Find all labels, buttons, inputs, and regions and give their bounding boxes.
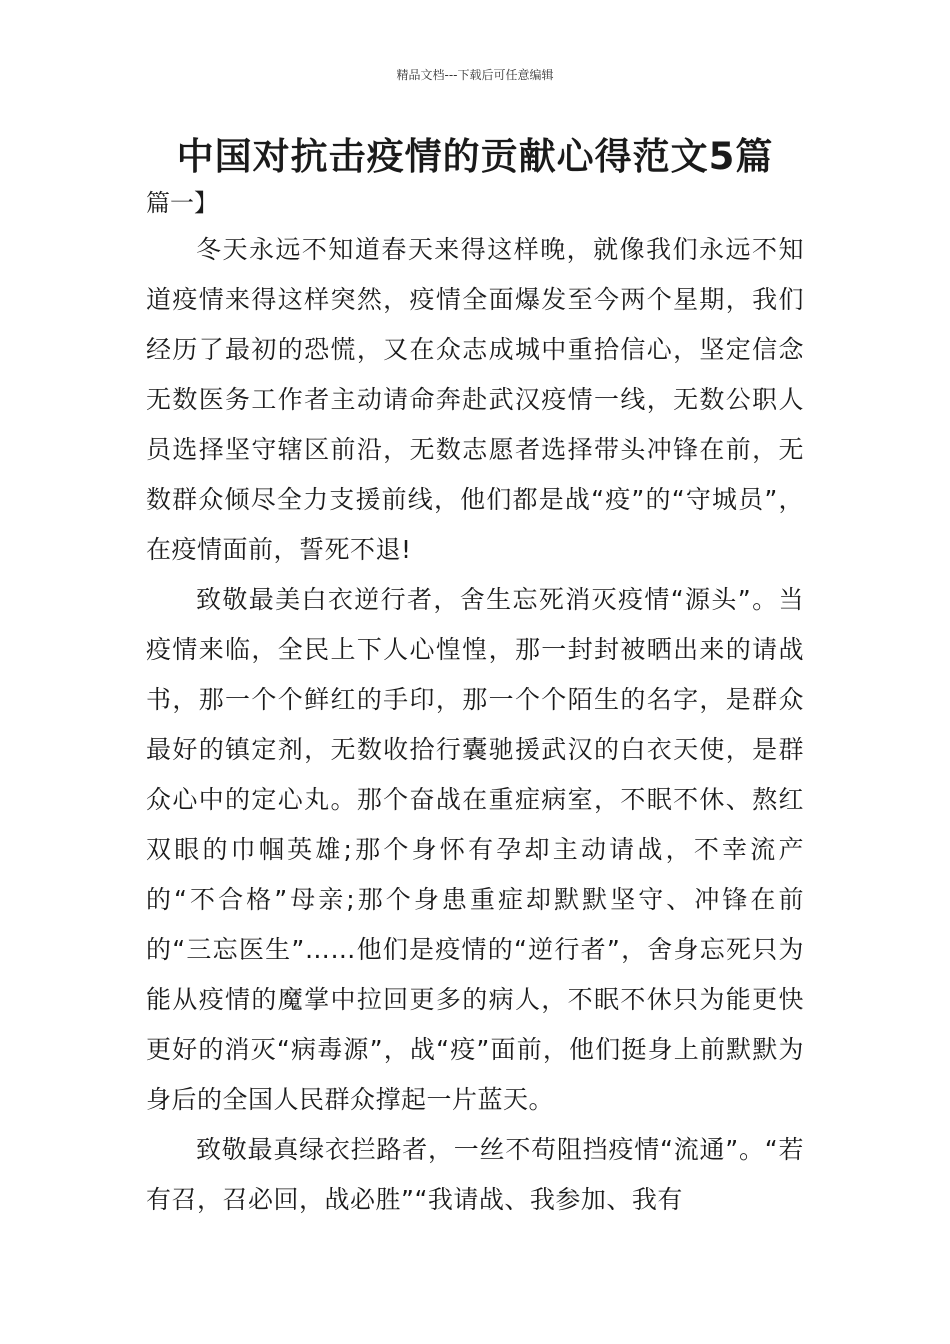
body-text (146, 225, 804, 1225)
header-note: 精品文档---下载后可任意编辑 (396, 68, 554, 82)
section-heading: 篇一】 (146, 189, 218, 217)
paragraph: 致敬最真绿衣拦路者，一丝不苟阻挡疫情“流通”。“若有召，召必回，战必胜”“我请战、我参加、我有 (146, 1135, 804, 1214)
document-title: 中国对抗击疫情的贡献心得范文5篇 (176, 135, 774, 178)
paragraph: 冬天永远不知道春天来得这样晚，就像我们永远不知道疫情来得这样突然，疫情全面爆发至今两个星期，我们经历了最初的恐慌，又在众志成城中重拾信心，坚定信念无数医务工作者主动请命奔赴武汉疫情一线，无数公职人员选择坚守辖区前沿，无数志愿者选择带头冲锋在前，无数群众倾尽全力支援前线，他们都是战“疫”的“守城员”，在疫情面前，誓死不退! (146, 235, 804, 564)
paragraph: 致敬最美白衣逆行者，舍生忘死消灭疫情“源头”。当疫情来临，全民上下人心惶惶，那一封封被晒出来的请战书，那一个个鲜红的手印，那一个个陌生的名字，是群众最好的镇定剂，无数收拾行囊驰援武汉的白衣天使，是群众心中的定心丸。那个奋战在重症病室，不眠不休、熬红双眼的巾帼英雄;那个身怀有孕却主动请战，不幸流产的“不合格”母亲;那个身患重症却默默坚守、冲锋在前的“三忘医生”……他们是疫情的“逆行者”，舍身忘死只为能从疫情的魔掌中拉回更多的病人，不眠不休只为能更快更好的消灭“病毒源”，战“疫”面前，他们挺身上前默默为身后的全国人民群众撑起一片蓝天。 (146, 585, 804, 1114)
